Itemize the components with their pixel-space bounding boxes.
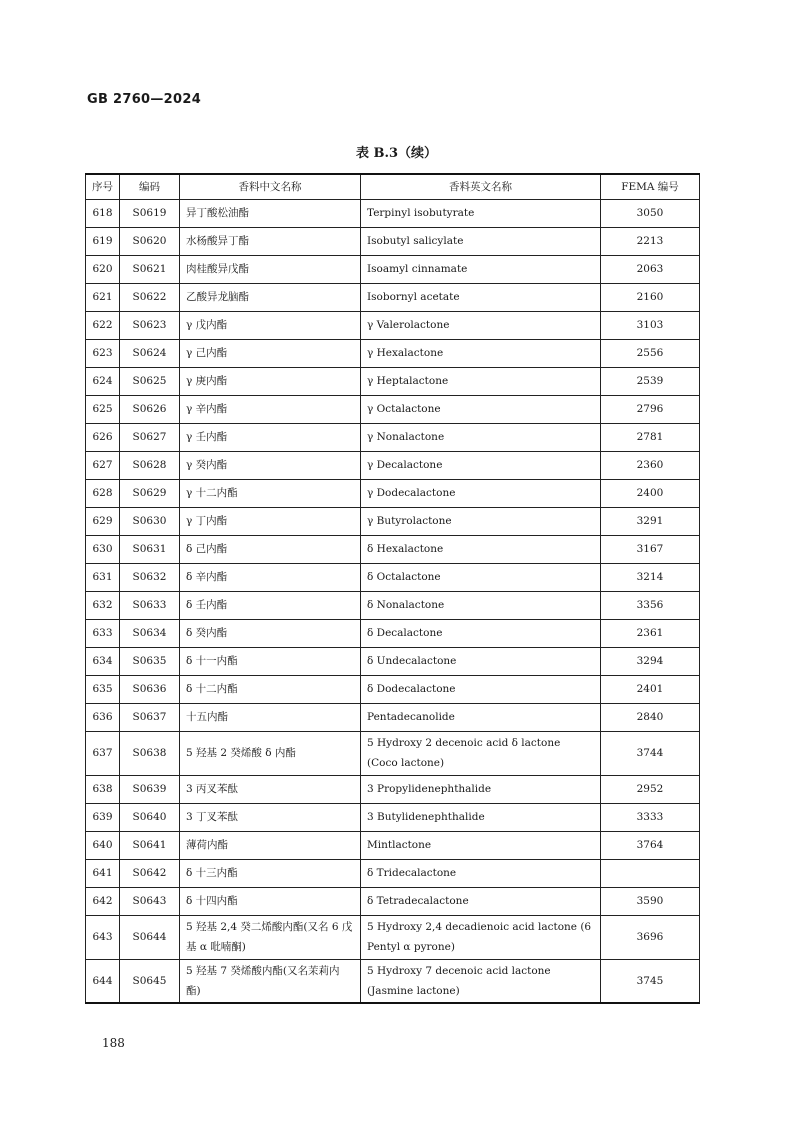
row-chinese-name: δ 己内酯 xyxy=(180,535,361,563)
row-number: 627 xyxy=(86,451,120,479)
row-number: 619 xyxy=(86,227,120,255)
row-fema-number: 3294 xyxy=(601,647,700,675)
row-code: S0645 xyxy=(120,959,180,1003)
row-fema-number: 3745 xyxy=(601,959,700,1003)
table-row xyxy=(86,803,700,831)
row-english-name: Terpinyl isobutyrate xyxy=(361,199,601,227)
row-number: 635 xyxy=(86,675,120,703)
table-row xyxy=(86,859,700,887)
row-chinese-name: γ 庚内酯 xyxy=(180,367,361,395)
row-chinese-name: δ 十三内酯 xyxy=(180,859,361,887)
row-fema-number: 3696 xyxy=(601,915,700,959)
row-english-name: δ Decalactone xyxy=(361,619,601,647)
row-code: S0623 xyxy=(120,311,180,339)
row-chinese-name: δ 壬内酯 xyxy=(180,591,361,619)
table-row xyxy=(86,395,700,423)
row-english-name: Isobornyl acetate xyxy=(361,283,601,311)
row-number: 623 xyxy=(86,339,120,367)
row-chinese-name: 薄荷内酯 xyxy=(180,831,361,859)
row-chinese-name: 5 羟基 7 癸烯酸内酯(又名茉莉内酯) xyxy=(180,959,361,1003)
row-english-name: γ Octalactone xyxy=(361,395,601,423)
column-header-fema: FEMA 编号 xyxy=(601,174,700,199)
row-chinese-name: 5 羟基 2 癸烯酸 δ 内酯 xyxy=(180,731,361,775)
table-row xyxy=(86,731,700,775)
row-number: 632 xyxy=(86,591,120,619)
row-code: S0629 xyxy=(120,479,180,507)
row-number: 624 xyxy=(86,367,120,395)
row-code: S0635 xyxy=(120,647,180,675)
row-fema-number: 2796 xyxy=(601,395,700,423)
row-fema-number: 3356 xyxy=(601,591,700,619)
row-code: S0626 xyxy=(120,395,180,423)
row-chinese-name: 肉桂酸异戊酯 xyxy=(180,255,361,283)
row-fema-number: 3291 xyxy=(601,507,700,535)
standard-number: GB 2760—2024 xyxy=(87,92,202,107)
row-fema-number: 2840 xyxy=(601,703,700,731)
row-chinese-name: γ 丁内酯 xyxy=(180,507,361,535)
row-chinese-name: 3 丙叉苯酞 xyxy=(180,775,361,803)
row-number: 642 xyxy=(86,887,120,915)
row-code: S0636 xyxy=(120,675,180,703)
row-chinese-name: 3 丁叉苯酞 xyxy=(180,803,361,831)
row-fema-number: 2063 xyxy=(601,255,700,283)
row-fema-number: 2556 xyxy=(601,339,700,367)
row-chinese-name: γ 戊内酯 xyxy=(180,311,361,339)
row-fema-number: 3214 xyxy=(601,563,700,591)
table-row xyxy=(86,479,700,507)
row-code: S0620 xyxy=(120,227,180,255)
row-chinese-name: 5 羟基 2,4 癸二烯酸内酯(又名 6 戊基 α 吡喃酮) xyxy=(180,915,361,959)
row-chinese-name: δ 癸内酯 xyxy=(180,619,361,647)
row-english-name: γ Heptalactone xyxy=(361,367,601,395)
row-number: 618 xyxy=(86,199,120,227)
table-row xyxy=(86,831,700,859)
row-number: 620 xyxy=(86,255,120,283)
table-row xyxy=(86,619,700,647)
row-english-name: δ Tetradecalactone xyxy=(361,887,601,915)
table-row xyxy=(86,227,700,255)
table-row xyxy=(86,367,700,395)
table-row xyxy=(86,775,700,803)
row-number: 643 xyxy=(86,915,120,959)
table-row xyxy=(86,507,700,535)
row-number: 644 xyxy=(86,959,120,1003)
row-chinese-name: 异丁酸松油酯 xyxy=(180,199,361,227)
flavoring-table xyxy=(85,173,700,1004)
row-code: S0642 xyxy=(120,859,180,887)
row-code: S0621 xyxy=(120,255,180,283)
table-row xyxy=(86,915,700,959)
row-chinese-name: δ 十一内酯 xyxy=(180,647,361,675)
row-number: 628 xyxy=(86,479,120,507)
row-chinese-name: δ 十二内酯 xyxy=(180,675,361,703)
row-chinese-name: γ 癸内酯 xyxy=(180,451,361,479)
row-code: S0619 xyxy=(120,199,180,227)
row-number: 636 xyxy=(86,703,120,731)
row-number: 621 xyxy=(86,283,120,311)
row-fema-number: 2400 xyxy=(601,479,700,507)
row-english-name: 5 Hydroxy 2 decenoic acid δ lactone (Coco lactone) xyxy=(361,731,601,775)
row-english-name: γ Decalactone xyxy=(361,451,601,479)
row-number: 634 xyxy=(86,647,120,675)
row-chinese-name: 水杨酸异丁酯 xyxy=(180,227,361,255)
row-fema-number: 2361 xyxy=(601,619,700,647)
row-code: S0624 xyxy=(120,339,180,367)
row-english-name: Mintlactone xyxy=(361,831,601,859)
row-fema-number: 2160 xyxy=(601,283,700,311)
row-number: 625 xyxy=(86,395,120,423)
row-english-name: 5 Hydroxy 2,4 decadienoic acid lactone (6 Pentyl α pyrone) xyxy=(361,915,601,959)
table-row xyxy=(86,563,700,591)
row-number: 630 xyxy=(86,535,120,563)
column-header-english-name: 香料英文名称 xyxy=(361,174,601,199)
row-fema-number xyxy=(601,859,700,887)
row-fema-number: 3333 xyxy=(601,803,700,831)
table-row xyxy=(86,959,700,1003)
row-fema-number: 2213 xyxy=(601,227,700,255)
table-row xyxy=(86,591,700,619)
row-fema-number: 2539 xyxy=(601,367,700,395)
row-code: S0628 xyxy=(120,451,180,479)
row-chinese-name: γ 十二内酯 xyxy=(180,479,361,507)
row-code: S0630 xyxy=(120,507,180,535)
row-english-name: δ Tridecalactone xyxy=(361,859,601,887)
row-english-name: 5 Hydroxy 7 decenoic acid lactone (Jasmine lactone) xyxy=(361,959,601,1003)
row-code: S0637 xyxy=(120,703,180,731)
row-fema-number: 2952 xyxy=(601,775,700,803)
row-code: S0641 xyxy=(120,831,180,859)
table-row xyxy=(86,675,700,703)
row-code: S0643 xyxy=(120,887,180,915)
table-row xyxy=(86,283,700,311)
row-chinese-name: δ 十四内酯 xyxy=(180,887,361,915)
row-english-name: γ Nonalactone xyxy=(361,423,601,451)
row-fema-number: 3167 xyxy=(601,535,700,563)
row-english-name: δ Undecalactone xyxy=(361,647,601,675)
row-english-name: γ Hexalactone xyxy=(361,339,601,367)
row-english-name: 3 Propylidenephthalide xyxy=(361,775,601,803)
row-number: 633 xyxy=(86,619,120,647)
row-english-name: γ Valerolactone xyxy=(361,311,601,339)
table-row xyxy=(86,887,700,915)
row-chinese-name: 十五内酯 xyxy=(180,703,361,731)
row-code: S0644 xyxy=(120,915,180,959)
table-row xyxy=(86,339,700,367)
table-body xyxy=(86,199,700,1003)
row-chinese-name: 乙酸异龙脑酯 xyxy=(180,283,361,311)
table-row xyxy=(86,451,700,479)
row-fema-number: 3050 xyxy=(601,199,700,227)
row-fema-number: 3744 xyxy=(601,731,700,775)
table-row xyxy=(86,423,700,451)
row-fema-number: 2781 xyxy=(601,423,700,451)
column-header-chinese-name: 香料中文名称 xyxy=(180,174,361,199)
row-fema-number: 3590 xyxy=(601,887,700,915)
row-number: 622 xyxy=(86,311,120,339)
table-row xyxy=(86,311,700,339)
row-number: 638 xyxy=(86,775,120,803)
table-title: 表 B.3（续） xyxy=(355,146,438,161)
row-chinese-name: γ 辛内酯 xyxy=(180,395,361,423)
table-row xyxy=(86,535,700,563)
row-fema-number: 2401 xyxy=(601,675,700,703)
row-code: S0631 xyxy=(120,535,180,563)
row-number: 641 xyxy=(86,859,120,887)
row-english-name: δ Nonalactone xyxy=(361,591,601,619)
row-english-name: Isoamyl cinnamate xyxy=(361,255,601,283)
row-number: 626 xyxy=(86,423,120,451)
row-english-name: Pentadecanolide xyxy=(361,703,601,731)
column-header-code: 编码 xyxy=(120,174,180,199)
row-english-name: δ Hexalactone xyxy=(361,535,601,563)
row-english-name: δ Octalactone xyxy=(361,563,601,591)
row-number: 640 xyxy=(86,831,120,859)
row-number: 631 xyxy=(86,563,120,591)
table-row xyxy=(86,703,700,731)
row-number: 637 xyxy=(86,731,120,775)
table-row xyxy=(86,647,700,675)
row-english-name: Isobutyl salicylate xyxy=(361,227,601,255)
row-english-name: δ Dodecalactone xyxy=(361,675,601,703)
row-chinese-name: δ 辛内酯 xyxy=(180,563,361,591)
row-code: S0638 xyxy=(120,731,180,775)
row-code: S0633 xyxy=(120,591,180,619)
row-code: S0627 xyxy=(120,423,180,451)
table-header-row xyxy=(86,174,700,199)
row-fema-number: 3103 xyxy=(601,311,700,339)
row-code: S0622 xyxy=(120,283,180,311)
row-chinese-name: γ 壬内酯 xyxy=(180,423,361,451)
row-code: S0632 xyxy=(120,563,180,591)
row-english-name: 3 Butylidenephthalide xyxy=(361,803,601,831)
row-english-name: γ Dodecalactone xyxy=(361,479,601,507)
row-code: S0640 xyxy=(120,803,180,831)
row-number: 639 xyxy=(86,803,120,831)
page-number: 188 xyxy=(102,1036,125,1050)
row-code: S0634 xyxy=(120,619,180,647)
row-english-name: γ Butyrolactone xyxy=(361,507,601,535)
column-header-no: 序号 xyxy=(86,174,120,199)
row-code: S0639 xyxy=(120,775,180,803)
table-row xyxy=(86,199,700,227)
table-row xyxy=(86,255,700,283)
row-code: S0625 xyxy=(120,367,180,395)
row-chinese-name: γ 己内酯 xyxy=(180,339,361,367)
row-fema-number: 2360 xyxy=(601,451,700,479)
row-number: 629 xyxy=(86,507,120,535)
row-fema-number: 3764 xyxy=(601,831,700,859)
